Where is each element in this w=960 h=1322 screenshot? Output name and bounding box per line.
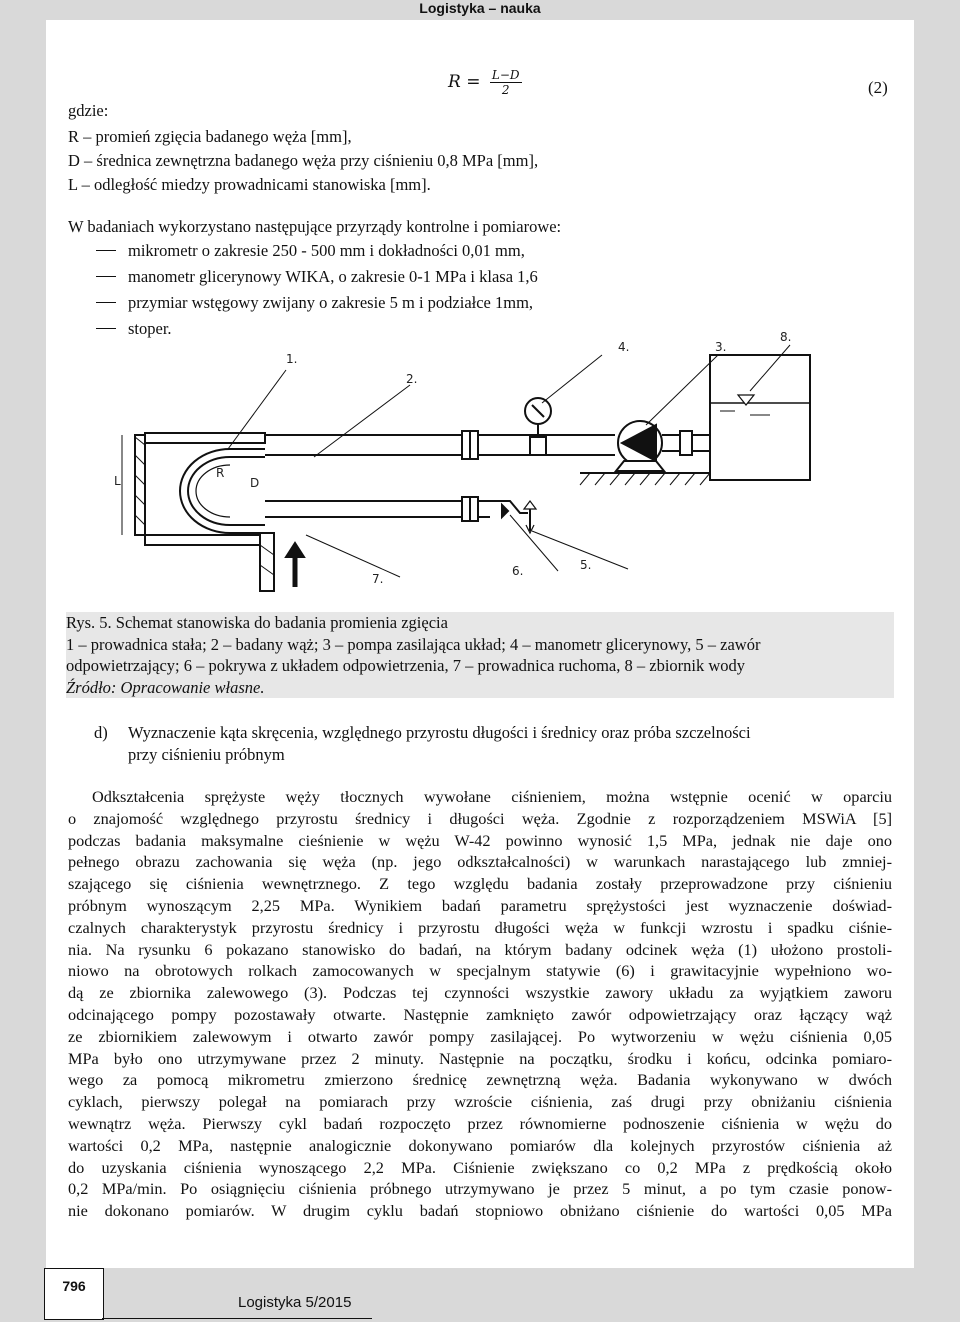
label-8: 8.: [780, 330, 792, 344]
moving-guide: [260, 533, 274, 591]
label-6: 6.: [512, 564, 524, 578]
upper-rail: [145, 433, 265, 443]
paragraph-line: nia. Na rysunku 6 pokazano stanowisko do badań, na którym badany odcinek węża (1) ułożono prostoli-: [68, 939, 892, 959]
paragraph-line: pełnego obrazu zachowania się węża (np. jego odkształcalności) w warunkach narastającego lub zmniej-: [68, 852, 892, 872]
paragraph-line: wewnątrz węża. Pierwszy cykl badań rozpoczęto przez równomierne podnoszenie ciśnienia w wężu do: [68, 1113, 892, 1133]
formula-numerator: L−D: [491, 68, 520, 82]
paragraph-line: podczas badania maksymalne cieśnienie w wężu W-42 powinno wynosić 1,5 MPa, jednak nie daje ono: [68, 830, 892, 850]
section-marker: d): [94, 723, 108, 742]
paragraph-line: dą ze zbiornika zalewowego (3). Podczas tej czynności wszystkie zawory układu za wyjątkiem zaworu: [68, 983, 892, 1003]
body-paragraph: [68, 786, 892, 1222]
definition-r: R – promień zgięcia badanego węża [mm],: [68, 127, 352, 146]
water-tank: [710, 355, 810, 480]
diameter-d-label: D: [250, 476, 260, 490]
list-item: przymiar wstęgowy zwijany o zakresie 5 m i podziałce 1mm,: [96, 292, 538, 318]
running-header: Logistyka – nauka: [419, 0, 541, 16]
label-4: 4.: [618, 340, 630, 354]
figure-caption: [66, 612, 894, 698]
section-title-cont: przy ciśnieniu próbnym: [128, 745, 285, 764]
page-number: 796: [62, 1278, 86, 1294]
paragraph-line: ze zbiornikiem zalewowym i otwarto zawór pompy zasilającej. Po wytworzeniu w wężu ciśnienia 0,05: [68, 1026, 892, 1046]
label-5: 5.: [580, 558, 592, 572]
paragraph-line: czalnych charakterystyk przyrostu średnicy i przyrostu długości węża w funkcji wzrostu i spadku ciśnie-: [68, 917, 892, 937]
dimension-l-label: L: [114, 474, 121, 488]
section-title: Wyznaczenie kąta skręcenia, względnego przyrostu długości i średnicy oraz próba szczelności: [128, 723, 751, 742]
definitions-intro: gdzie:: [68, 101, 109, 120]
definition-l: L – odległość miedzy prowadnicami stanowiska [mm].: [68, 175, 431, 194]
label-3: 3.: [715, 340, 727, 354]
caption-line: odpowietrzający; 6 – pokrywa z układem odpowietrzenia, 7 – prowadnica ruchoma, 8 – zbiornik wody: [66, 656, 746, 675]
page-number-box: [44, 1268, 104, 1320]
tested-hose: [180, 449, 265, 533]
paragraph-line: wartości 0,2 MPa, następnie analogicznie dokonywano pomiarów dla kolejnych przyrostów ciśnienia aż: [68, 1135, 892, 1155]
formula-lhs: R =: [448, 72, 481, 92]
paragraph-line: MPa było ono utrzymywane przez 2 minuty. Następnie na początku, środku i końcu, odcinka pomiaro-: [68, 1048, 892, 1068]
paragraph-line: próbnym wynoszącym 2,25 MPa. Wynikiem badań parametru sprężystości jest wyznaczenie doświad-: [68, 895, 892, 915]
formula-2: [448, 68, 522, 97]
paragraph-line: 0,2 MPa/min. Po osiągnięciu ciśnienia próbnego utrzymywano je przez 5 minut, a po tym czasie ponow-: [68, 1179, 892, 1199]
list-item: stoper.: [96, 318, 538, 344]
formula-denominator: 2: [501, 83, 510, 97]
paragraph-line: cyklach, pierwszy polegał na pomiarach przy wzroście ciśnienia, zaś drugi przy obniżaniu ciśnienia: [68, 1092, 892, 1112]
footer-rule: [102, 1318, 372, 1319]
paragraph-line: szającego się ciśnienia wewnętrznego. Z tego względu badania zostały przeprowadzone przy ciśnieniu: [68, 874, 892, 894]
lower-rail: [145, 535, 265, 545]
paragraph-line: Odkształcenia sprężyste węży tłocznych wywołane ciśnieniem, można wstępnie ocenić w oparciu: [92, 787, 892, 806]
paragraph-line: niowo na obrotowych rolkach zamocowanych w specjalnym statywie (6) i grawitacyjnie wypełniono wo-: [68, 961, 892, 981]
caption-line: 1 – prowadnica stała; 2 – badany wąż; 3 – pompa zasilająca układ; 4 – manometr glicerynowy, 5 – zawór: [66, 634, 761, 654]
journal-name: Logistyka 5/2015: [238, 1294, 352, 1311]
formula-fraction: [490, 68, 522, 97]
caption-title: Rys. 5. Schemat stanowiska do badania promienia zgięcia: [66, 613, 448, 632]
equation-number: (2): [868, 78, 888, 97]
radius-r-label: R: [216, 466, 225, 480]
test-stand-diagram: [110, 325, 820, 595]
paragraph-line: odcinającego pompy pozostawały otwarte. Następnie zamknięto zawór odpowietrzający oraz łączący wąż: [68, 1004, 892, 1024]
list-item: mikrometr o zakresie 250 - 500 mm i dokładności 0,01 mm,: [96, 240, 538, 266]
paragraph-line: nie dokonano pomiarów. W drugim cyklu badań stopniowo obniżano ciśnienie do wartości 0,05 MPa: [68, 1201, 892, 1221]
label-2: 2.: [406, 372, 418, 386]
label-1: 1.: [286, 352, 298, 366]
list-item: manometr glicerynowy WIKA, o zakresie 0-1 MPa i klasa 1,6: [96, 266, 538, 292]
label-7: 7.: [372, 572, 384, 586]
definition-d: D – średnica zewnętrzna badanego węża przy ciśnieniu 0,8 MPa [mm],: [68, 151, 539, 170]
caption-source: Źródło: Opracowanie własne.: [66, 677, 265, 697]
instruments-intro: W badaniach wykorzystano następujące przyrządy kontrolne i pomiarowe:: [68, 217, 562, 236]
paragraph-line: wego za pomocą mikrometru zmierzono średnicę zewnętrzną węża. Badania wykonywano w dwóch: [68, 1070, 892, 1090]
paragraph-line: o znajomość względnego przyrostu średnicy i długości węża. Zgodnie z rozporządzeniem MSWiA [5]: [68, 808, 892, 828]
paragraph-line: do uzyskania ciśnienia wynoszącego 2,2 MPa. Ciśnienie zwiększano co 0,2 MPa z prędkością około: [68, 1157, 892, 1177]
